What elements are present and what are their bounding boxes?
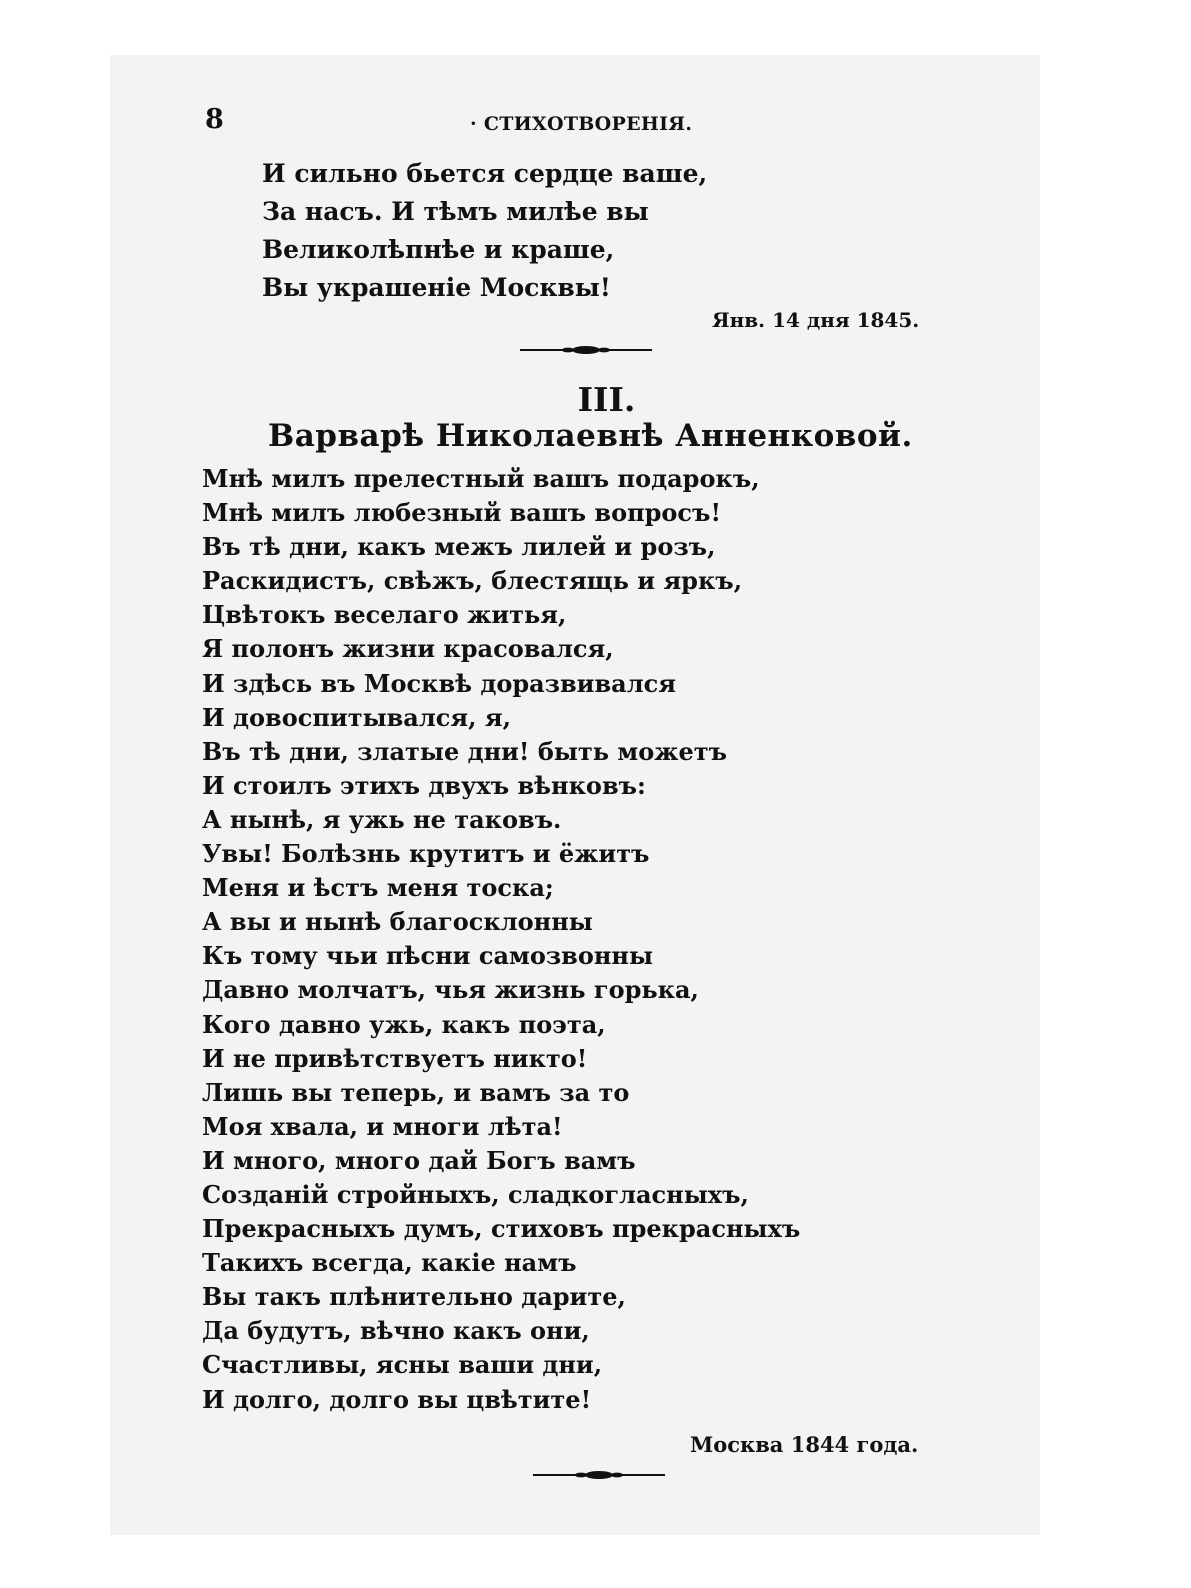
verse-line: Такихъ всегда, какіе намъ (202, 1248, 577, 1278)
verse-line: И стоилъ этихъ двухъ вѣнковъ: (202, 770, 646, 800)
poem-body (202, 462, 800, 1417)
verse-line: Вы такъ плѣнительно дарите, (202, 1282, 626, 1312)
verse-line: И довоспитывался, я, (202, 702, 511, 732)
verse-line: Вы украшеніе Москвы! (262, 273, 611, 302)
verse-line: Да будутъ, вѣчно какъ они, (202, 1316, 590, 1346)
verse-line: Увы! Болѣзнь крутитъ и ёжитъ (202, 839, 650, 869)
verse-line: Въ тѣ дни, златые дни! быть можетъ (202, 736, 728, 766)
running-title: · СТИХОТВОРЕНІЯ. (470, 113, 693, 135)
verse-line: Счастливы, ясны ваши дни, (202, 1350, 603, 1380)
verse-line: Я полонъ жизни красовался, (202, 634, 614, 664)
verse-line: Лишь вы теперь, и вамъ за то (202, 1077, 630, 1107)
verse-line: Кого давно ужь, какъ поэта, (202, 1009, 606, 1039)
verse-line: Къ тому чьи пѣсни самозвонны (202, 941, 654, 971)
ornament-divider-icon (520, 343, 652, 357)
verse-line: Давно молчатъ, чья жизнь горька, (202, 975, 699, 1005)
poem-title: Варварѣ Николаевнѣ Анненковой. (268, 418, 913, 454)
verse-line: И не привѣтствуетъ никто! (202, 1043, 588, 1073)
verse-line: За насъ. И тѣмъ милѣе вы (262, 197, 649, 226)
verse-line: Мнѣ милъ прелестный вашъ подарокъ, (202, 464, 760, 493)
ornament-divider-icon (533, 1468, 665, 1482)
stanza-top (262, 155, 707, 307)
verse-line: И здѣсь въ Москвѣ доразвивался (202, 668, 676, 698)
verse-line: Созданій стройныхъ, сладкогласныхъ, (202, 1179, 749, 1209)
verse-line: Моя хвала, и многи лѣта! (202, 1111, 563, 1141)
verse-line: Цвѣтокъ веселаго житья, (202, 600, 567, 630)
verse-line: Великолѣпнѣе и краше, (262, 235, 615, 264)
page-number: 8 (205, 104, 224, 135)
section-number: III. (577, 380, 636, 419)
verse-line: А вы и нынѣ благосклонны (202, 907, 593, 937)
verse-line: Мнѣ милъ любезный вашъ вопросъ! (202, 498, 721, 528)
verse-line: И долго, долго вы цвѣтите! (202, 1384, 592, 1414)
verse-line: Въ тѣ дни, какъ межъ лилей и розъ, (202, 532, 716, 562)
verse-line: А нынѣ, я ужь не таковъ. (202, 804, 562, 834)
date-signature: Янв. 14 дня 1845. (712, 308, 920, 332)
verse-line: Прекрасныхъ думъ, стиховъ прекрасныхъ (202, 1214, 801, 1244)
verse-line: И сильно бьется сердце ваше, (262, 159, 708, 188)
verse-line: Меня и ѣстъ меня тоска; (202, 873, 554, 903)
verse-line: И много, много дай Богъ вамъ (202, 1145, 636, 1175)
verse-line: Раскидистъ, свѣжъ, блестящь и яркъ, (202, 566, 743, 596)
place-date-signature: Москва 1844 года. (690, 1432, 919, 1457)
